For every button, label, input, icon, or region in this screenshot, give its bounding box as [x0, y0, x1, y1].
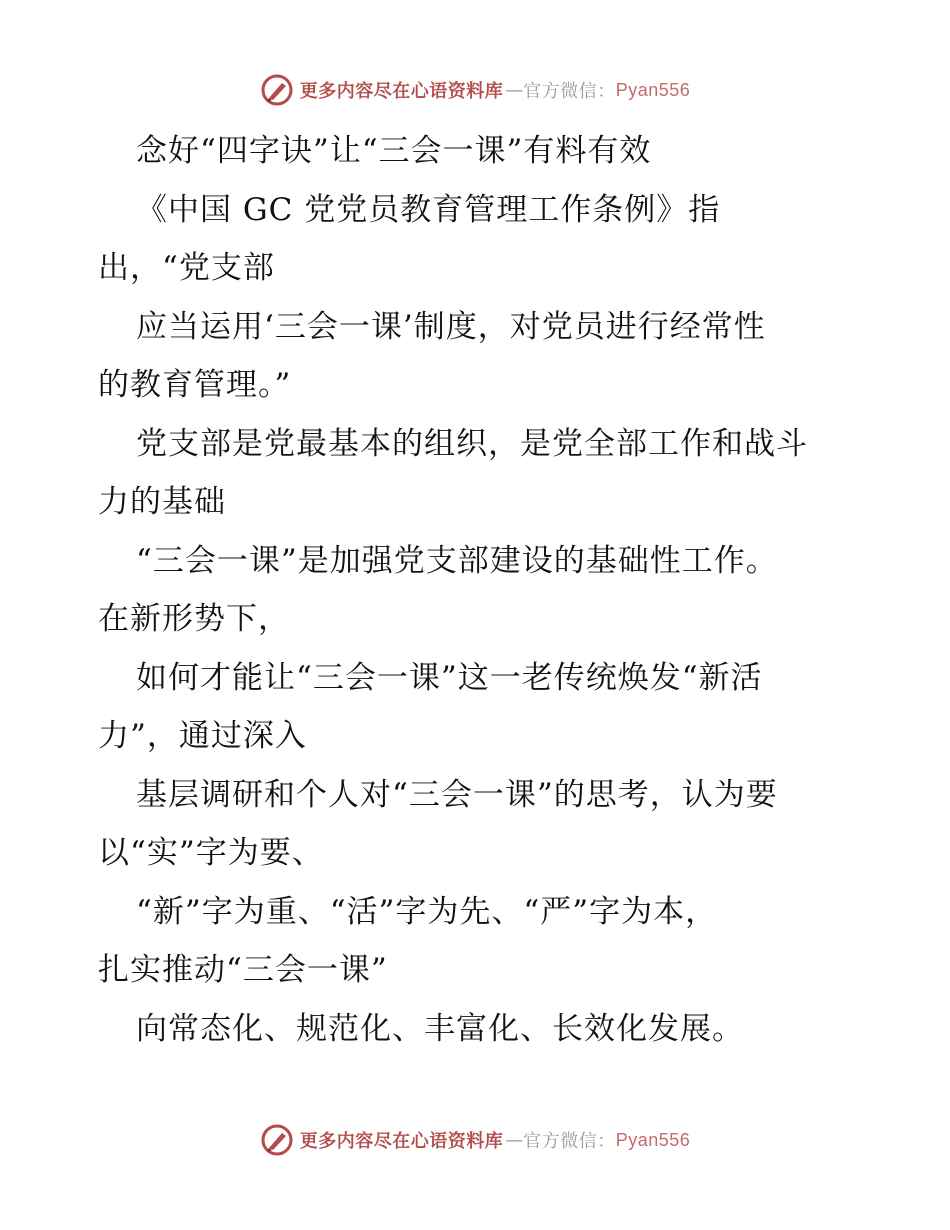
- text-line: 力的基础: [98, 484, 226, 520]
- text-line: “三会一课”是加强党支部建设的基础性工作。: [136, 542, 778, 579]
- text-line: 《中国 GC 党党员教育管理工作条例》指: [136, 191, 721, 228]
- text-line: 基层调研和个人对“三会一课”的思考，认为要: [136, 776, 778, 813]
- text-line: 扎实推动“三会一课”: [98, 952, 388, 988]
- watermark-text: 更多内容尽在心语资料库: [299, 81, 504, 102]
- footer-watermark: [0, 1120, 950, 1160]
- watermark-text: 更多内容尽在心语资料库: [299, 1131, 504, 1152]
- text-line: 党支部是党最基本的组织，是党全部工作和战斗: [136, 425, 808, 462]
- text-line: 如何才能让“三会一课”这一老传统焕发“新活: [136, 659, 763, 696]
- watermark-label: 官方微信：: [523, 81, 616, 102]
- text-line: “新”字为重、“活”字为先、“严”字为本，: [136, 893, 718, 930]
- watermark-separator: —: [505, 1129, 522, 1151]
- pen-logo-icon: [260, 1123, 294, 1157]
- header-watermark: [0, 70, 950, 110]
- text-line: 以“实”字为要、: [98, 835, 324, 871]
- watermark-separator: —: [505, 79, 522, 101]
- text-line: 在新形势下，: [98, 601, 290, 637]
- pen-logo-icon: [260, 73, 294, 107]
- text-line: 力”，通过深入: [98, 718, 307, 754]
- text-line: 的教育管理。”: [98, 367, 292, 403]
- watermark-id: Pyan556: [615, 1129, 691, 1150]
- watermark-label: 官方微信：: [523, 1131, 616, 1152]
- text-line: 向常态化、规范化、丰富化、长效化发展。: [136, 1010, 744, 1047]
- watermark-id: Pyan556: [615, 79, 691, 100]
- document-body: [98, 122, 858, 1058]
- text-line: 出，“党支部: [98, 250, 275, 286]
- text-line: 应当运用‘三会一课’制度，对党员进行经常性: [136, 308, 766, 345]
- text-line: 念好“四字诀”让“三会一课”有料有效: [136, 133, 652, 169]
